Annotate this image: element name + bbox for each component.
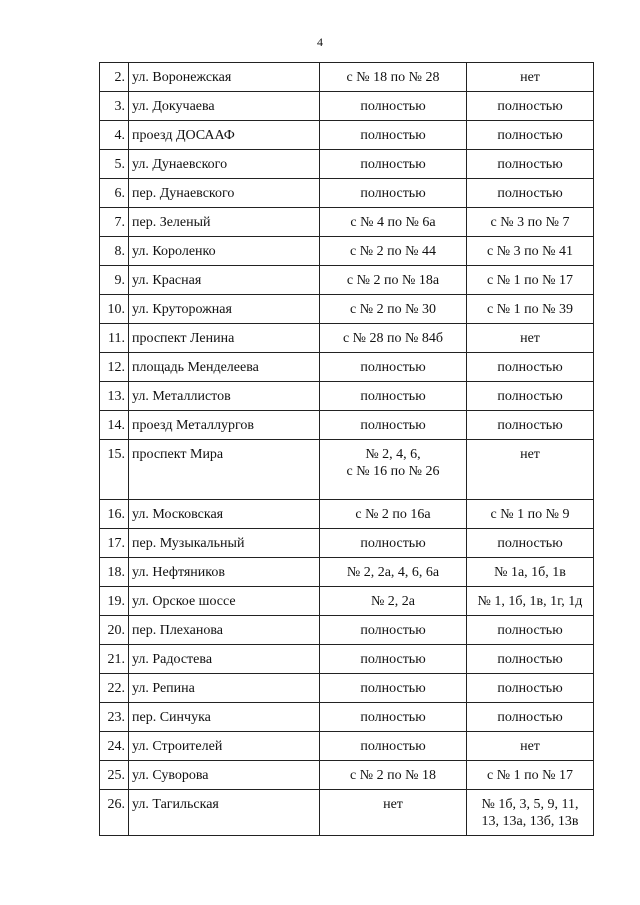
odd-houses: с № 3 по № 7 (467, 208, 594, 237)
odd-houses: нет (467, 63, 594, 92)
row-number: 12. (100, 353, 129, 382)
table-row (100, 790, 594, 836)
row-number: 17. (100, 529, 129, 558)
even-houses (320, 440, 467, 500)
street-name: пер. Синчука (129, 703, 320, 732)
even-houses: с № 2 по № 18 (320, 761, 467, 790)
row-number: 21. (100, 645, 129, 674)
odd-houses: полностью (467, 616, 594, 645)
odd-houses: нет (467, 440, 594, 500)
table-row (100, 382, 594, 411)
table-row (100, 616, 594, 645)
row-number: 14. (100, 411, 129, 440)
odd-houses (467, 790, 594, 836)
street-name: пер. Зеленый (129, 208, 320, 237)
street-name: проезд ДОСААФ (129, 121, 320, 150)
table-row (100, 266, 594, 295)
even-houses: с № 28 по № 84б (320, 324, 467, 353)
even-houses: нет (320, 790, 467, 836)
odd-houses: полностью (467, 703, 594, 732)
row-number: 25. (100, 761, 129, 790)
odd-houses: с № 1 по № 9 (467, 500, 594, 529)
row-number: 8. (100, 237, 129, 266)
even-houses: полностью (320, 616, 467, 645)
table-row (100, 411, 594, 440)
table-row (100, 179, 594, 208)
table-row (100, 63, 594, 92)
streets-table (99, 62, 594, 836)
row-number: 13. (100, 382, 129, 411)
street-name: ул. Строителей (129, 732, 320, 761)
street-name: ул. Московская (129, 500, 320, 529)
table-row (100, 529, 594, 558)
even-houses: полностью (320, 92, 467, 121)
odd-houses: полностью (467, 529, 594, 558)
odd-houses: полностью (467, 674, 594, 703)
even-houses: полностью (320, 645, 467, 674)
street-name: ул. Красная (129, 266, 320, 295)
row-number: 24. (100, 732, 129, 761)
street-name: ул. Короленко (129, 237, 320, 266)
table-row (100, 732, 594, 761)
odd-houses-line: 13, 13а, 13б, 13в (481, 814, 579, 829)
page-number: 4 (317, 35, 323, 49)
street-name: ул. Докучаева (129, 92, 320, 121)
table-row (100, 558, 594, 587)
row-number: 5. (100, 150, 129, 179)
street-name: пер. Музыкальный (129, 529, 320, 558)
street-name: пер. Плеханова (129, 616, 320, 645)
table-row (100, 150, 594, 179)
street-name: ул. Радостева (129, 645, 320, 674)
odd-houses: полностью (467, 353, 594, 382)
even-houses: с № 2 по № 44 (320, 237, 467, 266)
even-houses: полностью (320, 732, 467, 761)
even-houses: полностью (320, 703, 467, 732)
row-number: 7. (100, 208, 129, 237)
odd-houses: с № 1 по № 39 (467, 295, 594, 324)
even-houses: полностью (320, 529, 467, 558)
even-houses: полностью (320, 150, 467, 179)
odd-houses-line: № 1б, 3, 5, 9, 11, (481, 797, 579, 812)
row-number: 18. (100, 558, 129, 587)
row-number: 2. (100, 63, 129, 92)
row-number: 9. (100, 266, 129, 295)
odd-houses: полностью (467, 382, 594, 411)
even-houses: с № 2 по 16а (320, 500, 467, 529)
row-number: 3. (100, 92, 129, 121)
table-row (100, 761, 594, 790)
row-number: 4. (100, 121, 129, 150)
even-houses: полностью (320, 382, 467, 411)
row-number: 15. (100, 440, 129, 500)
table-row (100, 587, 594, 616)
even-houses: с № 2 по № 30 (320, 295, 467, 324)
street-name: ул. Репина (129, 674, 320, 703)
table-row (100, 92, 594, 121)
odd-houses: полностью (467, 150, 594, 179)
table-row (100, 295, 594, 324)
table-row (100, 703, 594, 732)
street-name: проспект Мира (129, 440, 320, 500)
even-houses: полностью (320, 179, 467, 208)
street-name: ул. Металлистов (129, 382, 320, 411)
table-row (100, 645, 594, 674)
odd-houses: с № 3 по № 41 (467, 237, 594, 266)
even-houses: с № 2 по № 18а (320, 266, 467, 295)
street-name: ул. Круторожная (129, 295, 320, 324)
even-houses-line: № 2, 4, 6, (365, 447, 421, 462)
row-number: 22. (100, 674, 129, 703)
table-row (100, 208, 594, 237)
table-row (100, 500, 594, 529)
row-number: 10. (100, 295, 129, 324)
table-row (100, 674, 594, 703)
row-number: 6. (100, 179, 129, 208)
odd-houses: с № 1 по № 17 (467, 266, 594, 295)
odd-houses: полностью (467, 411, 594, 440)
street-name: площадь Менделеева (129, 353, 320, 382)
even-houses: полностью (320, 121, 467, 150)
odd-houses: полностью (467, 92, 594, 121)
street-name: ул. Воронежская (129, 63, 320, 92)
row-number: 19. (100, 587, 129, 616)
odd-houses: нет (467, 324, 594, 353)
even-houses: с № 18 по № 28 (320, 63, 467, 92)
table-row (100, 237, 594, 266)
row-number: 16. (100, 500, 129, 529)
odd-houses: № 1а, 1б, 1в (467, 558, 594, 587)
row-number: 11. (100, 324, 129, 353)
table-row (100, 353, 594, 382)
odd-houses: № 1, 1б, 1в, 1г, 1д (467, 587, 594, 616)
street-name: ул. Орское шоссе (129, 587, 320, 616)
street-name: ул. Тагильская (129, 790, 320, 836)
table-row (100, 440, 594, 500)
table-row (100, 324, 594, 353)
even-houses: с № 4 по № 6а (320, 208, 467, 237)
even-houses-line: с № 16 по № 26 (346, 464, 440, 479)
odd-houses: полностью (467, 179, 594, 208)
street-name: проспект Ленина (129, 324, 320, 353)
row-number: 26. (100, 790, 129, 836)
odd-houses: с № 1 по № 17 (467, 761, 594, 790)
street-name: ул. Дунаевского (129, 150, 320, 179)
street-name: пер. Дунаевского (129, 179, 320, 208)
odd-houses: нет (467, 732, 594, 761)
odd-houses: полностью (467, 645, 594, 674)
street-name: проезд Металлургов (129, 411, 320, 440)
even-houses: № 2, 2а, 4, 6, 6а (320, 558, 467, 587)
street-name: ул. Нефтяников (129, 558, 320, 587)
street-name: ул. Суворова (129, 761, 320, 790)
even-houses: полностью (320, 411, 467, 440)
odd-houses: полностью (467, 121, 594, 150)
even-houses: полностью (320, 353, 467, 382)
even-houses: № 2, 2а (320, 587, 467, 616)
table-row (100, 121, 594, 150)
even-houses: полностью (320, 674, 467, 703)
row-number: 23. (100, 703, 129, 732)
row-number: 20. (100, 616, 129, 645)
